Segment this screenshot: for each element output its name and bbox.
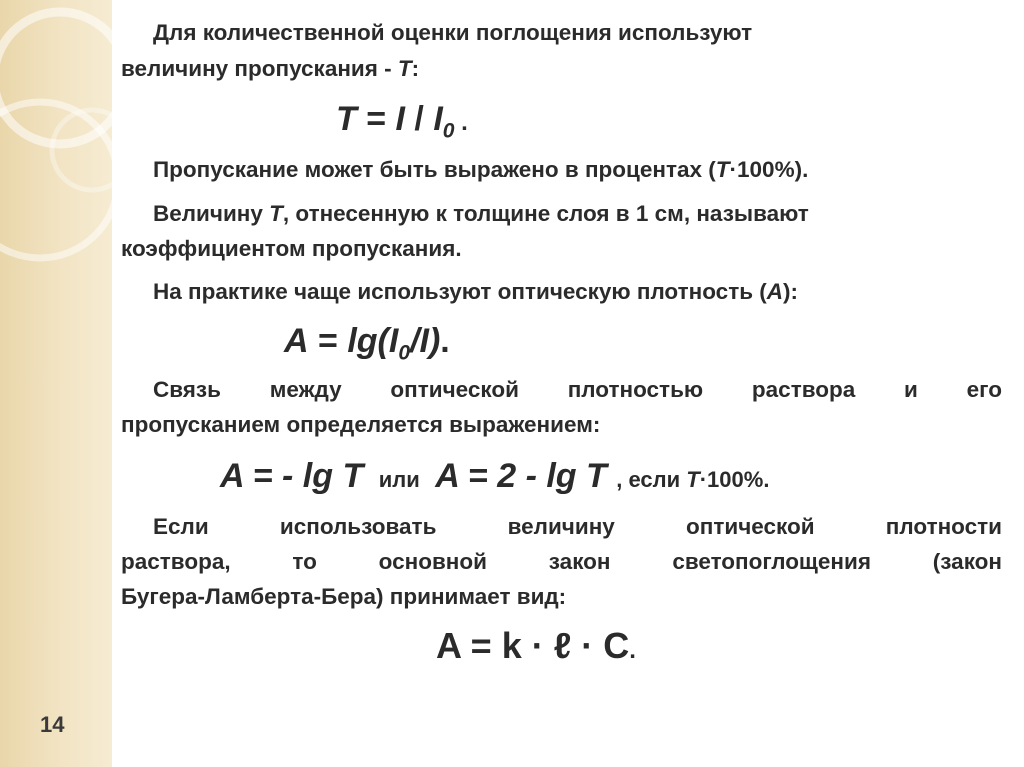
- formula-3-or: или: [378, 467, 420, 492]
- paragraph-3-line-2: коэффициентом пропускания.: [121, 236, 462, 261]
- paragraph-2-tail: ·100%).: [729, 157, 809, 182]
- paragraph-2: [153, 157, 808, 183]
- paragraph-1-line-1: Для количественной оценки поглощения используют: [153, 20, 753, 45]
- formula-2-sub: 0: [398, 341, 411, 365]
- variable-T: T: [686, 467, 700, 492]
- formula-2-lg: lg(: [347, 322, 389, 360]
- slide-number: 14: [40, 712, 65, 737]
- paragraph-2-text: Пропускание может быть выражено в процентах (: [153, 157, 716, 182]
- formula-3-part-1: A = - lg T: [220, 457, 364, 495]
- formula-3-if: , если: [616, 467, 687, 492]
- formula-3-condition: [616, 467, 769, 492]
- formula-2-end: .: [440, 322, 450, 360]
- formula-2-I0: I: [388, 322, 399, 360]
- colon: :: [411, 56, 420, 81]
- paragraph-6-line-2: раствора, то основной закон светопоглощения (закон: [121, 549, 1002, 574]
- formula-optical-density: [284, 322, 450, 365]
- formula-1-sub: 0: [442, 119, 455, 143]
- formula-3-tail: ·100%.: [699, 467, 770, 492]
- paragraph-4-text: На практике чаще используют оптическую плотность (: [153, 279, 767, 304]
- variable-T: T: [715, 157, 730, 182]
- formula-2-rest: /I): [410, 322, 441, 360]
- formula-4-text: A = k · ℓ · C: [436, 625, 630, 666]
- formula-2-lhs: A: [284, 322, 309, 360]
- paragraph-5-line-1: Связь между оптической плотностью раствора и его: [153, 377, 1002, 402]
- formula-1-I0: I: [433, 100, 443, 138]
- formula-transmittance: [336, 100, 468, 143]
- paragraph-3-text-b: , отнесенную к толщине слоя в 1 см, называют: [282, 201, 809, 226]
- formula-1-I: I: [395, 100, 405, 138]
- paragraph-1-line-2: [121, 56, 419, 82]
- formula-1-end: .: [454, 109, 468, 136]
- variable-T: T: [397, 56, 412, 81]
- paragraph-6-line-1: Если использовать величину оптической плотности: [153, 514, 1002, 539]
- formula-4-end: .: [629, 637, 636, 664]
- formula-density-transmittance: [220, 457, 769, 496]
- formula-1-eq: =: [356, 100, 396, 138]
- formula-1-lhs: T: [336, 100, 357, 138]
- paragraph-4: [153, 279, 798, 305]
- paragraph-1-text: величину пропускания -: [121, 56, 398, 81]
- paragraph-6-line-3: Бугера-Ламберта-Бера) принимает вид:: [121, 584, 567, 609]
- paragraph-5-line-2: пропусканием определяется выражением:: [121, 412, 601, 437]
- formula-2-eq: =: [308, 322, 348, 360]
- formula-1-slash: /: [404, 100, 434, 138]
- formula-3-part-2: A = 2 - lg T: [435, 457, 607, 495]
- paragraph-3-text-a: Величину: [153, 201, 270, 226]
- formula-beer-lambert: [436, 625, 636, 667]
- variable-T: T: [269, 201, 283, 226]
- variable-A: A: [766, 279, 784, 304]
- paragraph-4-tail: ):: [783, 279, 799, 304]
- paragraph-3-line-1: [153, 201, 809, 227]
